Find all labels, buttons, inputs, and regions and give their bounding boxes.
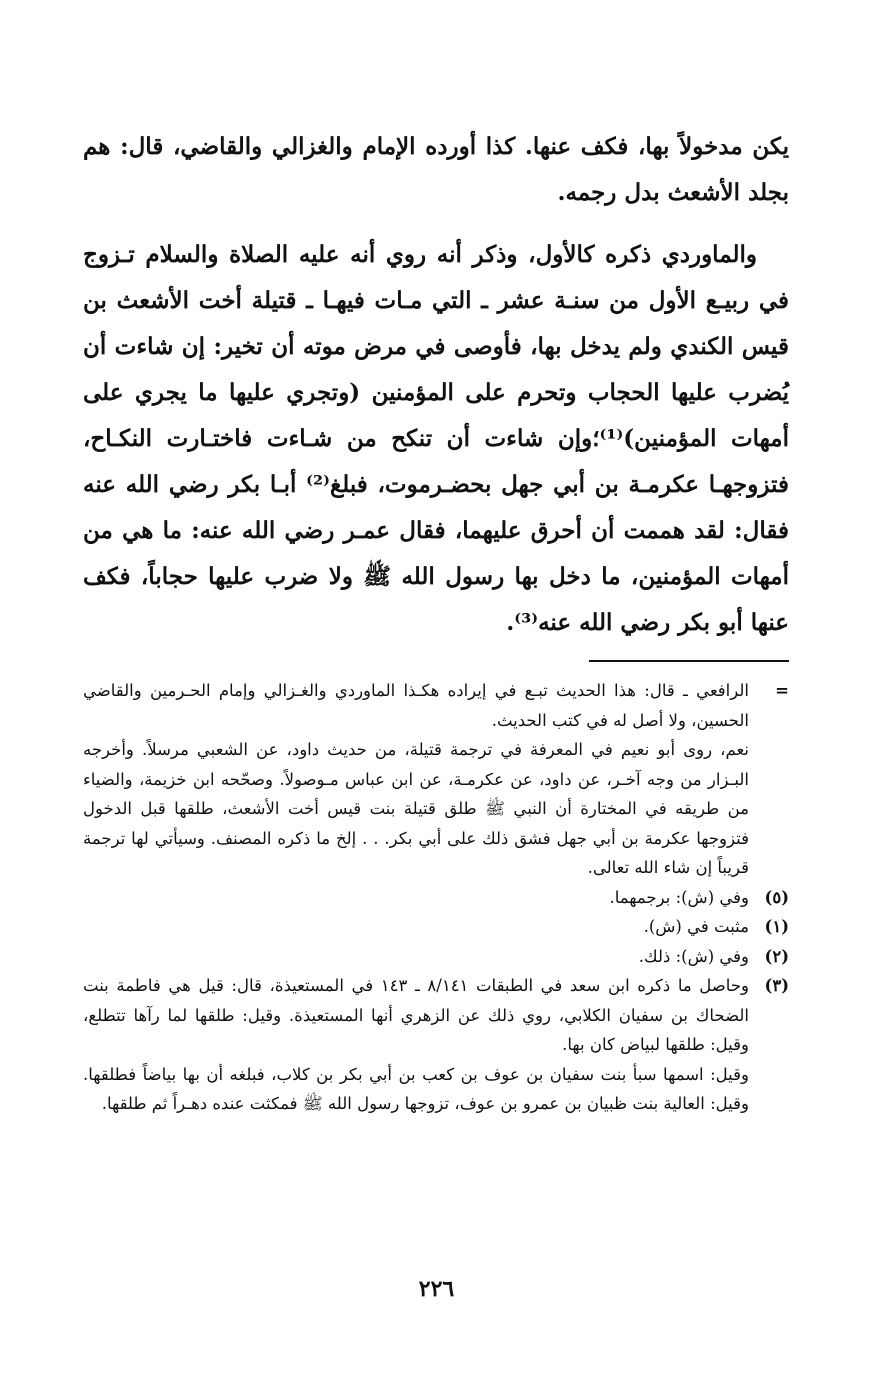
footnote-paragraph: وقيل: اسمها سبأ بنت سفيان بن عوف بن كعب بن أبي بكر بن كلاب، فبلغه أن بها بياضاً فطلقها. وقيل: العالية بنت ظبيان بن عمرو بن عوف، تزوجها رسول الله ﷺ فمكثت عنده دهـراً ثم طلقها. xyxy=(83,1064,749,1113)
footnote-body xyxy=(83,676,749,883)
footnote-body xyxy=(83,883,749,913)
main-text xyxy=(83,124,789,646)
footnote-paragraph: نعم، روى أبو نعيم في المعرفة في ترجمة قتيلة، من حديث داود، عن الشعبي مرسلاً. وأخرجه البـزار من وجه آخـر، عن داود، عن عكرمـة، عن ابن عباس مـوصولاً. وصحّحه ابن خزيمة، والضياء من طريقه في المختارة أن النبي ﷺ طلق قتيلة بنت قيس أخت الأشعث، طلقها قبل الدخول فتزوجها عكرمة بن أبي جهل فشق ذلك على أبي بكر. . . إلخ ما ذكره المصنف. وسيأتي لها ترجمة قريباً إن شاء الله تعالى. xyxy=(83,740,749,877)
footnote-body xyxy=(83,912,749,942)
footnotes xyxy=(83,676,789,1119)
footnote-continued xyxy=(83,676,789,883)
footnote-body xyxy=(83,971,749,1119)
main-paragraph-2: والماوردي ذكره كالأول، وذكر أنه روي أنه عليه الصلاة والسلام تـزوج في ربيـع الأول من سنـة عشر ـ التي مـات فيهـا ـ قتيلة أخت الأشعث بن قيس الكندي ولم يدخل بها، فأوصى في مرض موته أن تخير: إن شاءت أن يُضرب عليها الحجاب وتحرم على المؤمنين (وتجري عليها ما يجري على أمهات المؤمنين)⁽¹⁾؛وإن شاءت أن تنكح من شـاءت فاختـارت النكـاح، فتزوجهـا عكرمـة بن أبي جهل بحضـرموت، فبلغ⁽²⁾ أبـا بكر رضي الله عنه فقال: لقد هممت أن أحرق عليهما، فقال عمـر رضي الله عنه: ما هي من أمهات المؤمنين، ما دخل بها رسول الله ﷺ ولا ضرب عليها حجاباً، فكف عنها أبو بكر رضي الله عنه⁽³⁾. xyxy=(83,241,789,636)
footnote-1 xyxy=(83,912,789,942)
footnote-paragraph: مثبت في (ش). xyxy=(643,917,749,936)
footnote-paragraph: الرافعي ـ قال: هذا الحديث تبـع في إيراده هكـذا الماوردي والغـزالي وإمام الحـرمين والقاضي الحسين، ولا أصل له في كتب الحديث. xyxy=(83,681,749,730)
footnote-body xyxy=(83,942,749,972)
footnote-2 xyxy=(83,942,789,972)
footnote-3 xyxy=(83,971,789,1119)
page-number: ٢٢٦ xyxy=(418,1276,455,1302)
footnote-paragraph: وفي (ش): ذلك. xyxy=(638,946,749,966)
footnote-marker: (١) xyxy=(764,917,789,936)
footnote-marker: (٢) xyxy=(764,946,789,966)
footnote-paragraph: وحاصل ما ذكره ابن سعد في الطبقات ٨/١٤١ ـ ١٤٣ في المستعيذة، قال: قيل هي فاطمة بنت الضحاك بن سفيان الكلابي، روي ذلك عن الزهري أنها المستعيذة. وقيل: طلقها لما رآها تتطلع، وقيل: طلقها لبياض كان بها. xyxy=(83,976,750,1054)
footnote-separator xyxy=(589,660,789,662)
footnote-marker: (٣) xyxy=(764,976,789,995)
footnote-marker: = xyxy=(775,681,789,700)
main-paragraph-1: يكن مدخولاً بها، فكف عنها. كذا أورده الإمام والغزالي والقاضي، قال: هم بجلد الأشعث بدل رجمه. xyxy=(83,133,789,206)
footnote-5 xyxy=(83,883,789,913)
footnote-paragraph: وفي (ش): برجمهما. xyxy=(609,887,749,907)
footnote-marker: (٥) xyxy=(764,887,789,907)
